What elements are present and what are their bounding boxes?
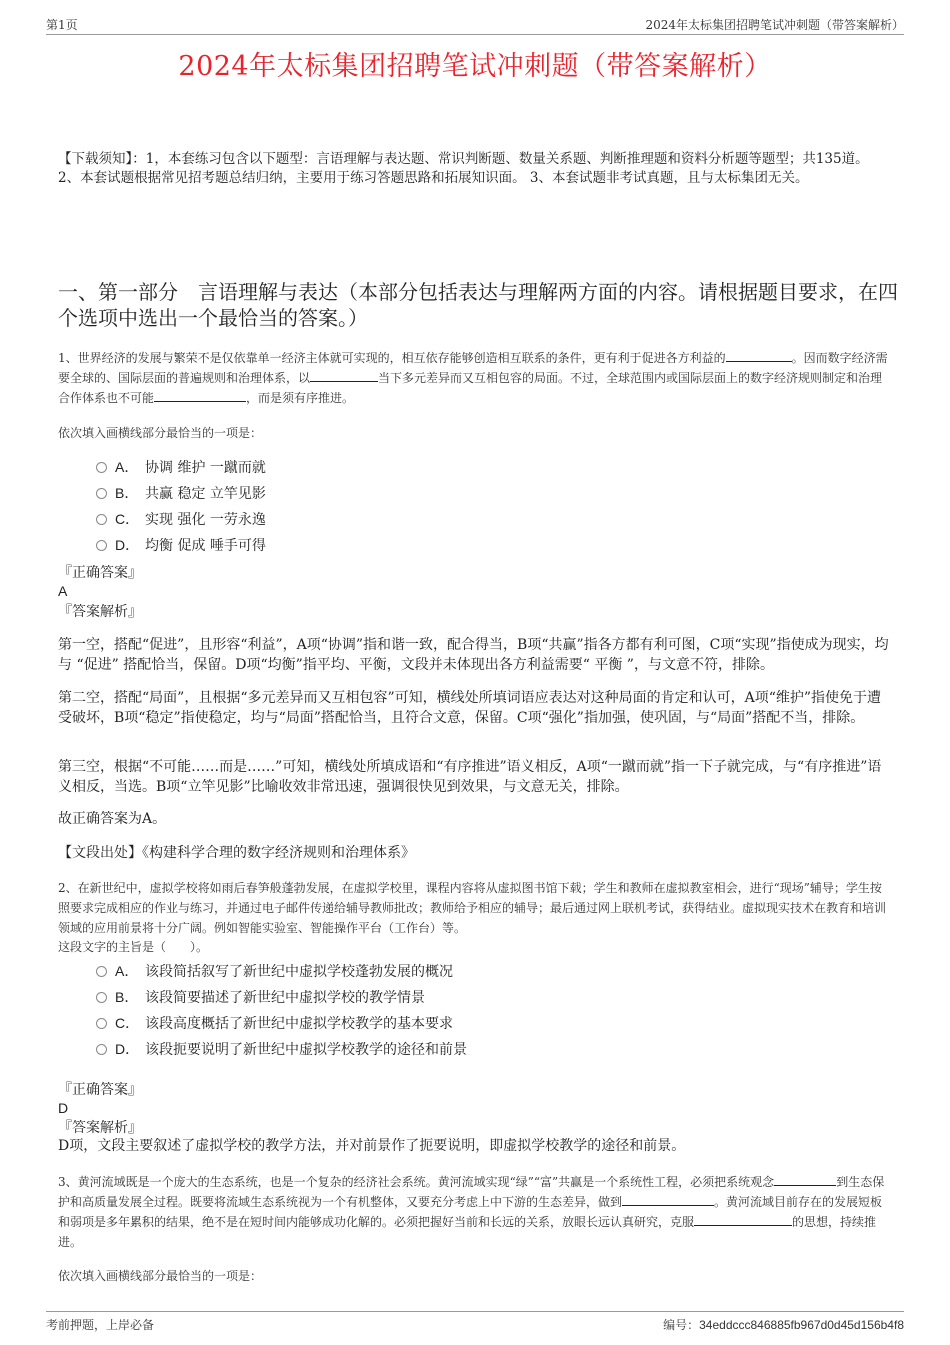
q1-option-b[interactable]: B． 共赢 稳定 立竿见影 — [96, 483, 266, 504]
q1-analysis-3: 第三空，根据“不可能……而是……”可知，横线处所填成语和“有序推进”语义相反，A项“一蹴而就”指一下子就完成，与“有序推进”语义相反，当选。B项“立竿见影”比喻收效非常迅速，强调很快见到效果，与文意无关，排除。 — [58, 759, 882, 795]
footer-slogan: 考前押题，上岸必备 — [46, 1318, 155, 1332]
header-doc-title: 2024年太标集团招聘笔试冲刺题（带答案解析） — [645, 18, 904, 32]
radio-icon[interactable] — [96, 540, 107, 551]
fill-blank — [694, 1213, 792, 1226]
q1-option-d[interactable]: D． 均衡 促成 唾手可得 — [96, 535, 266, 556]
fill-blank — [774, 1173, 836, 1186]
q1-text-1: 1、世界经济的发展与繁荣不是仅依靠单一经济主体就可实现的，相互依存能够创造相互联系的条件，更有利于促进各方利益的 — [58, 351, 726, 365]
question-2-prompt: 这段文字的主旨是（ ）。 — [58, 940, 209, 954]
q1-source: 【文段出处】《构建科学合理的数字经济规则和治理体系》 — [58, 845, 415, 861]
q1-conclusion: 故正确答案为A。 — [58, 811, 167, 827]
radio-icon[interactable] — [96, 1044, 107, 1055]
q2-analysis: D项，文段主要叙述了虚拟学校的教学方法，并对前景作了扼要说明，即虚拟学校教学的途径和前景。 — [58, 1138, 686, 1154]
radio-icon[interactable] — [96, 1018, 107, 1029]
q1-text-3: 当下多元差异而又互相包容的局面。不过，全球范围内或国际层面上的数字经济规则制定和治理合作体系也不可能 — [58, 371, 883, 405]
q2-answer: D — [58, 1100, 69, 1116]
radio-icon[interactable] — [96, 514, 107, 525]
q1-option-a[interactable]: A． 协调 维护 一蹴而就 — [96, 457, 266, 478]
q2-option-b[interactable]: B． 该段简要描述了新世纪中虚拟学校的教学情景 — [96, 987, 425, 1008]
fill-blank — [622, 1193, 714, 1206]
q1-option-c[interactable]: C． 实现 强化 一劳永逸 — [96, 509, 266, 530]
question-3-prompt: 依次填入画横线部分最恰当的一项是： — [58, 1269, 263, 1283]
q2-answer-label: 『正确答案』 — [58, 1082, 142, 1098]
q1-text-2: 。因而数字经济需要全球的、国际层面的普遍规则和治理体系，以 — [58, 351, 888, 385]
download-notice: 【下载须知】：1，本套练习包含以下题型：言语理解与表达题、常识判断题、数量关系题、判断推理题和资料分析题等题型；共135道。 2、本套试题根据常见招考题总结归纳，主要用于练习答题思路和拓展知识面。 3、本套试题非考试真题，且与太标集团无关。 — [58, 151, 869, 186]
q3-text-2: 到生态保护和高质量发展全过程。既要将流域生态系统视为一个有机整体，又要充分考虑上中下游的生态差异，做到 — [58, 1175, 885, 1209]
q2-option-d[interactable]: D． 该段扼要说明了新世纪中虚拟学校教学的途径和前景 — [96, 1039, 467, 1060]
q2-option-c[interactable]: C． 该段高度概括了新世纪中虚拟学校教学的基本要求 — [96, 1013, 453, 1034]
q1-answer: A — [58, 583, 68, 599]
q3-text-3: 。黄河流域目前存在的发展短板和弱项是多年累积的结果，绝不是在短时间内能够成功化解的。必须把握好当前和长远的关系，放眼长远认真研究，克服 — [58, 1195, 883, 1229]
radio-icon[interactable] — [96, 462, 107, 473]
fill-blank — [154, 389, 246, 402]
section-heading: 一、第一部分 言语理解与表达（本部分包括表达与理解两方面的内容。请根据题目要求，在四个选项中选出一个最恰当的答案。） — [58, 280, 898, 330]
radio-icon[interactable] — [96, 488, 107, 499]
document-code: 编号：34eddccc846885fb967d0d45d156b4f8 — [663, 1318, 904, 1332]
fill-blank — [726, 349, 792, 362]
radio-icon[interactable] — [96, 966, 107, 977]
question-1-stem — [58, 348, 892, 408]
page-footer — [46, 1311, 904, 1336]
q1-answer-label: 『正确答案』 — [58, 565, 142, 581]
fill-blank — [310, 369, 378, 382]
q2-option-a[interactable]: A． 该段简括叙写了新世纪中虚拟学校蓬勃发展的概况 — [96, 961, 453, 982]
page-title: 2024年太标集团招聘笔试冲刺题（带答案解析） — [178, 51, 772, 82]
q3-text-1: 3、黄河流域既是一个庞大的生态系统，也是一个复杂的经济社会系统。黄河流域实现“绿”“富”共赢是一个系统性工程，必须把系统观念 — [58, 1175, 775, 1189]
radio-icon[interactable] — [96, 992, 107, 1003]
q1-analysis-label: 『答案解析』 — [58, 604, 142, 620]
q2-analysis-label: 『答案解析』 — [58, 1120, 142, 1136]
q1-analysis-1: 第一空，搭配“促进”，且形容“利益”，A项“协调”指和谐一致，配合得当，B项“共赢”指各方都有利可图，C项“实现”指使成为现实，均与 “促进” 搭配恰当，保留。D项“均衡”指平均、平衡，文段并未体现出各方利益需要“ 平衡 ”，与文意不符，排除。 — [58, 637, 889, 673]
question-3-stem — [58, 1172, 892, 1252]
page-header — [46, 14, 904, 35]
q1-text-4: ，而是须有序推进。 — [246, 391, 355, 405]
question-2-stem: 2、在新世纪中，虚拟学校将如雨后春笋般蓬勃发展，在虚拟学校里，课程内容将从虚拟图书馆下载；学生和教师在虚拟教室相会，进行“现场”辅导；学生按照要求完成相应的作业与练习，并通过电子邮件传递给辅导教师批改；教师给予相应的辅导；最后通过网上联机考试，获得结业。虚拟现实技术在教育和培训领域的应用前景将十分广阔。例如智能实验室、智能操作平台（工作台）等。 — [58, 881, 887, 935]
q1-analysis-2: 第二空，搭配“局面”，且根据“多元差异而又互相包容”可知，横线处所填词语应表达对这种局面的肯定和认可，A项“维护”指使免于遭受破坏，B项“稳定”指使稳定，均与“局面”搭配恰当，且符合文意，保留。C项“强化”指加强，使巩固，与“局面”搭配不当，排除。 — [58, 690, 882, 726]
q3-text-4: 的思想，持续推进。 — [58, 1215, 877, 1249]
question-1-prompt: 依次填入画横线部分最恰当的一项是： — [58, 426, 263, 440]
page-number: 第1页 — [46, 18, 78, 32]
